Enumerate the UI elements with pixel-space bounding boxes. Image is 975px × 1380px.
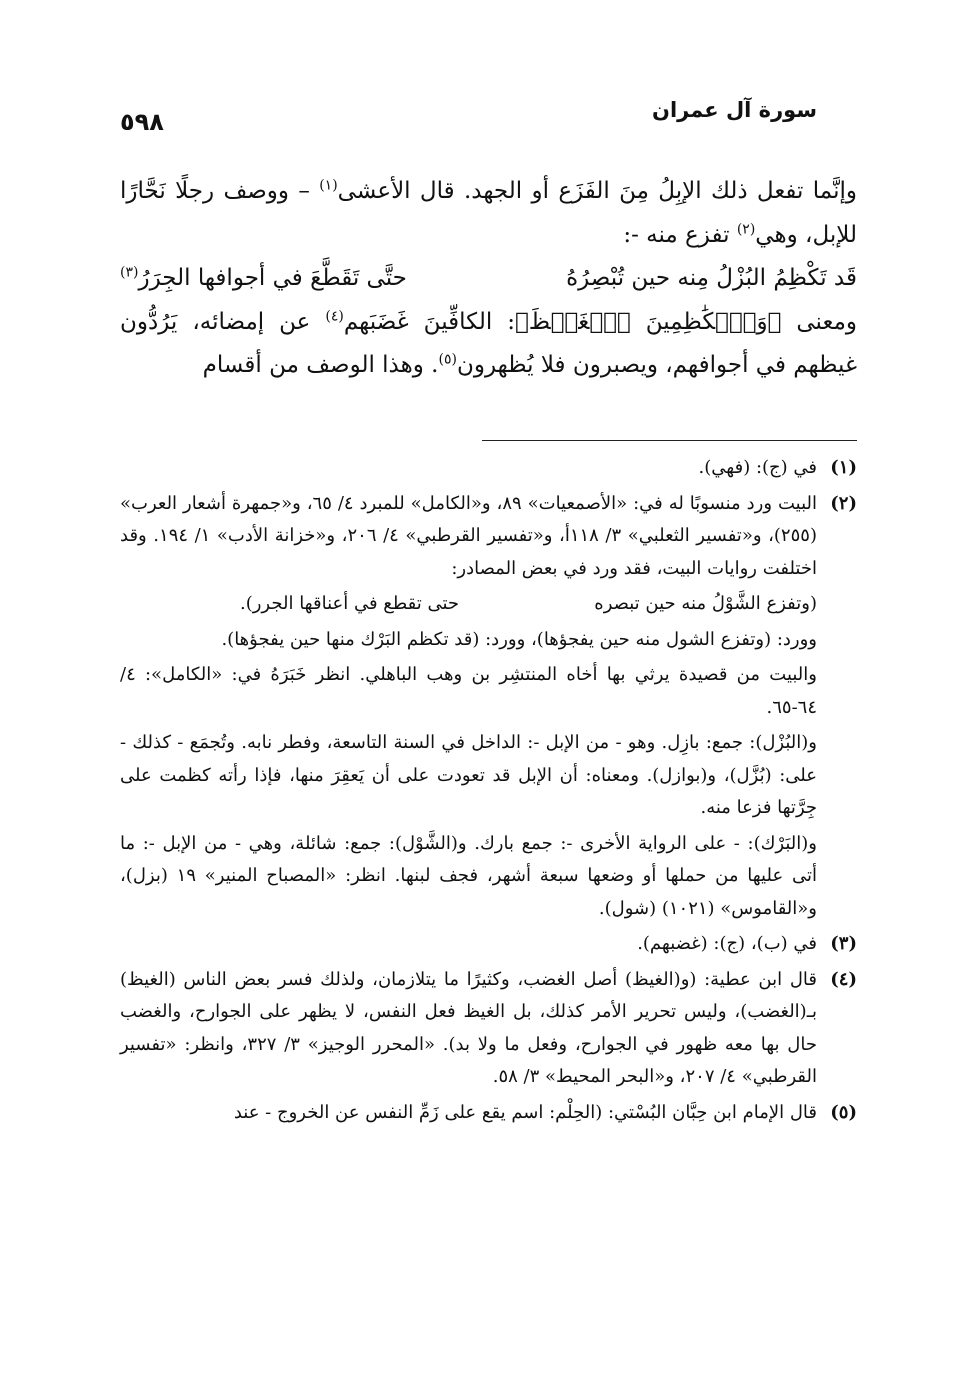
footnote-3 bbox=[120, 928, 857, 964]
footnote-1 bbox=[120, 452, 857, 488]
verse-first-hemistich: قَد تَكْظِمُ البُزْلُ مِنه حين تُبْصِرُهُ bbox=[566, 265, 857, 291]
surah-title: سورة آل عمران bbox=[652, 98, 817, 122]
footnote-text: والبيت من قصيدة يرثي بها أخاه المنتشِر بن وهب الباهلي. انظر خَبَرَهُ في: «الكامل»: ٤/ ٦٤-٦٥. bbox=[120, 664, 817, 718]
poetry-verse bbox=[120, 257, 857, 301]
footnote-verse: (وتفزع الشَّوْلُ منه حين تبصره حتى تقطع في أعناقها الجرر). bbox=[240, 593, 817, 614]
footnote-number: (٥) bbox=[830, 1101, 857, 1123]
footnote-text: وورد: (وتفزع الشول منه حين يفجؤها)، وورد: (قد تكظم البَرْك منها حين يفجؤها). bbox=[221, 628, 817, 650]
footnote-text: في (ج): (فهي). bbox=[698, 457, 817, 478]
footnote-separator bbox=[482, 440, 857, 441]
footnote-2 bbox=[120, 488, 857, 929]
footnote-text: البيت ورد منسوبًا له في: «الأصمعيات» ٨٩، و«الكامل» للمبرد ٤/ ٦٥، و«جمهرة أشعار العرب» (٢٥٥)، و«تفسير الثعلبي» ٣/ ١١٨أ، و«تفسير القرطبي» ٤/ ٢٠٦، و«خزانة الأدب» ١/ ١٩٤. وقد اختلفت روايات البيت، فقد ورد في بعض المصادر: bbox=[120, 492, 817, 579]
footnote-number: (٢) bbox=[830, 492, 857, 514]
page-number: ٥٩٨ bbox=[120, 108, 164, 136]
footnote-ref-3[interactable]: (٣) bbox=[120, 264, 139, 281]
footnote-ref-1[interactable]: (١) bbox=[319, 177, 338, 194]
verse-second-hemistich: حتَّى تَقَطَّعَ في أجوافها الجِرَرُ$^{(٣)}$ bbox=[120, 264, 407, 291]
footnote-text: في (ب)، (ج): (غضبهم). bbox=[637, 933, 817, 954]
footnote-text: قال الإمام ابن حِبَّان البُسْتي: (الحِلْم: اسم يقع على زَمِّ النفس عن الخروج - عند bbox=[233, 1101, 817, 1123]
footnote-text: و(البَرْك): - على الرواية الأخرى -: جمع بارك. و(الشَّوْل): جمع: شائلة، وهي - من الإبل -: ما أتى عليها من حملها أو وضعها سبعة أشهر، فجف لبنها. انظر: «المصباح المنير» ١٩ (بزل)، و«القاموس» (١٠٢١) (شول). bbox=[120, 832, 817, 919]
footnote-4 bbox=[120, 964, 857, 1097]
footnote-text: و(البُزْل): جمع: بازِل. وهو - من الإبل -: الداخل في السنة التاسعة، وفطر نابه. وتُجمَع - كذلك - على: (بُزَّل)، و(بوازل). ومعناه: أن الإبل قد تعودت على أن يَعقِرَ منها، فإذا رأته كظمت على جِرَّتها فزعا منه. bbox=[120, 732, 817, 818]
running-head bbox=[120, 92, 857, 136]
main-paragraph-1: وإنَّما تفعل ذلك الإبِلُ مِنَ الفَزَع أو الجهد. قال الأعشى$^{(١)}$ – ووصف رجلًا نَحَّارًا للإبل، وهي$^{(٢)}$ تفزع منه -: bbox=[120, 177, 857, 248]
book-page bbox=[120, 0, 857, 1380]
footnotes bbox=[120, 452, 857, 1132]
footnote-text: قال ابن عطية: (و(الغيظ) أصل الغضب، وكثيرًا ما يتلازمان، ولذلك فسر بعض الناس (الغيظ) بـ(الغضب)، وليس تحرير الأمر كذلك، بل الغيظ فعل النفس، لا يظهر على الجوارح، والغضب حال بها معه ظهور في الجوارح، وفعل ما ولا بد). «المحرر الوجيز» ٣/ ٣٢٧، وانظر: «تفسير القرطبي» ٤/ ٢٠٧، و«البحر المحيط» ٣/ ٥٨. bbox=[120, 968, 817, 1087]
footnote-ref-5[interactable]: (٥) bbox=[438, 351, 457, 368]
main-paragraph-2: ومعنى ﴿وَٱلۡكَٰظِمِينَ ٱلۡغَيۡظَ﴾: الكافِّينَ غَضَبَهم$^{(٤)}$ عن إمضائه، يَرُدُّون غيظهم في أجوافهم، ويصبرون فلا يُظهرون$^{(٥)}$. وهذا الوصف من أقسام bbox=[120, 307, 857, 378]
footnote-number: (٤) bbox=[830, 968, 857, 990]
footnote-ref-4[interactable]: (٤) bbox=[325, 307, 344, 324]
footnote-5 bbox=[120, 1097, 857, 1133]
footnote-number: (٣) bbox=[830, 933, 857, 954]
footnote-ref-2[interactable]: (٢) bbox=[736, 220, 756, 237]
main-text bbox=[120, 170, 857, 388]
footnote-number: (١) bbox=[830, 457, 857, 478]
